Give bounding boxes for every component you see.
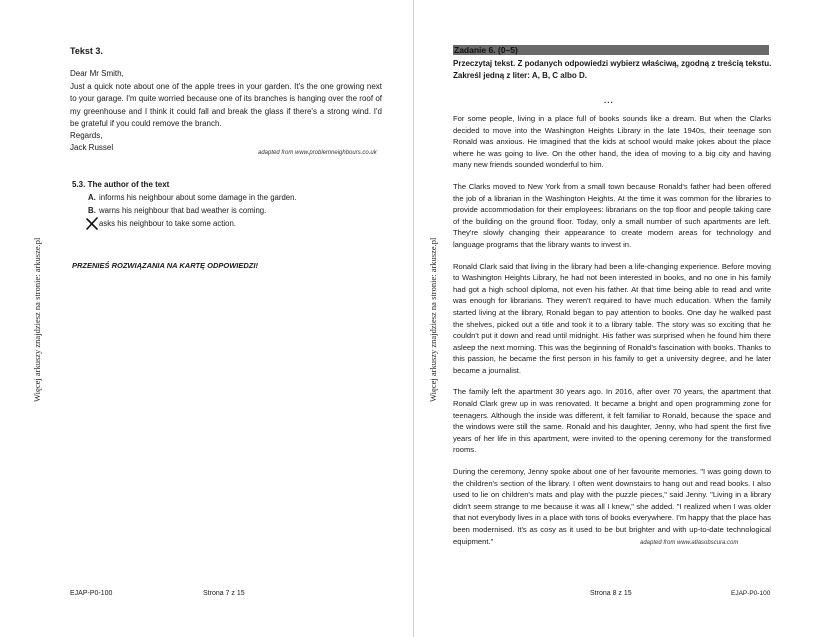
question-title: 5.3. The author of the text	[72, 180, 170, 189]
letter	[70, 68, 382, 154]
cross-mark-icon	[85, 217, 99, 231]
option-b-text: warns his neighbour that bad weather is coming.	[99, 205, 267, 215]
left-source: adapted from www.problemneighbours.co.uk	[258, 150, 377, 156]
left-footer-code: EJAP-P0-100	[70, 590, 113, 597]
side-note-right: Więcej arkuszy znajdziesz na stronie: arkusze.pl	[428, 237, 438, 402]
task-label-text: Zadanie 6. (0–5)	[454, 45, 518, 55]
letter-closing: Regards,	[70, 131, 103, 141]
answer-options	[88, 192, 297, 230]
separator-dots: ...	[604, 96, 614, 105]
task-label	[453, 45, 769, 55]
article-paragraph-2: The Clarks moved to New York from a small town because Ronald's father had been offered the job of a librarian in the Washington Heights. At the time it was common for the libraries to provide accommodation for their employees: librarians on the top floor and people taking care of the building on the ground floor. Today, only a small number of such apartments are left. They're slowly changing their appearance to create modern areas for technology and language programs that the library wants to invest in.	[453, 181, 771, 249]
article-paragraph-4: The family left the apartment 30 years ago. In 2016, after over 70 years, the apartment that Ronald Clark grew up in was renovated. It became a bright and open programming zone for teenagers. Although the inside was different, it felt familiar to Ronald, because the space and the windows were still the same. Ronald and his daughter, Jenny, who had spent the first five years of her life in this apartment, were invited to the opening ceremony for the transformed rooms.	[453, 387, 771, 455]
instruction-line-2: Zakreśl jedną z liter: A, B, C albo D.	[453, 70, 587, 80]
letter-greeting: Dear Mr Smith,	[70, 69, 124, 78]
article-paragraph-1: For some people, living in a place full of books sounds like a dream. But when the Clarks decided to move into the Washington Heights Library in the late 1940s, their teenage son Ronald was anxious. He imagined that the kids at school would make jokes about the place where he was going to live. On the other hand, the idea of moving to a big city and having many new friends sounded wonderful to him.	[453, 114, 771, 170]
side-note-left: Więcej arkuszy znajdziesz na stronie: arkusze.pl	[32, 237, 42, 402]
text-heading: Tekst 3.	[70, 46, 103, 56]
left-footer-page: Strona 7 z 15	[203, 590, 245, 597]
article-paragraph-3: Ronald Clark said that living in the library had been a life-changing experience. Before moving to Washington Heights Library, he had not been interested in books, and no one in his family had got a high school diploma, not even his father. At that time being able to read and write was enough for librarians. They weren't required to have much education. When the family started living at the library, Ronald began to pay attention to books. One day he walked past the shelves, picked out a title and took it to a library table. The story was so exciting that he couldn't put it down and read until midnight. His father was surprised when he found him there asleep the next morning. This was the beginning of Ronald's fascination with books. Thanks to this passion, he became the first person in his family to get a university degree, and he later became a journalist.	[453, 261, 771, 375]
option-a[interactable]	[88, 192, 297, 205]
option-b[interactable]	[88, 205, 297, 218]
right-source: adapted from www.atlasobscura.com	[640, 540, 739, 546]
option-c[interactable]	[88, 218, 297, 231]
option-a-text: informs his neighbour about some damage in the garden.	[99, 193, 297, 202]
article-paragraph-5: During the ceremony, Jenny spoke about one of her favourite memories. "I was going down to the children's section of the library. I often went downstairs to hang out and read books. I also used to lie on children's mats and play with the puzzle pieces," said Jenny. "Living in a library didn't seem strange to me because it was all I knew," she added. "I realized when I was older that not everybody lives in a place with tons of books everywhere. I'm happy that the place has been modernised. It's as cosy as it used to be but brighter and with up-to-date technological equipment."	[453, 467, 771, 546]
instructions	[453, 58, 783, 81]
letter-body: Just a quick note about one of the apple trees in your garden. It's the one growing next to your garage. I'm quite worried because one of its branches is hanging over the roof of my greenhouse and I think it could fall and break the glass if there's a strong wind. I'd be grateful if you could remove the branch.	[70, 82, 382, 128]
option-b-letter: B.	[88, 205, 96, 215]
transfer-note: PRZENIEŚ ROZWIĄZANIA NA KARTĘ ODPOWIEDZI!	[72, 261, 258, 270]
option-c-text: asks his neighbour to take some action.	[99, 218, 236, 228]
letter-signature: Jack Russel	[70, 143, 114, 153]
article	[453, 113, 771, 549]
right-footer-page: Strona 8 z 15	[590, 590, 632, 597]
right-footer-code: EJAP-P0-100	[731, 590, 771, 597]
option-a-letter: A.	[88, 193, 96, 202]
instruction-line-1: Przeczytaj tekst. Z podanych odpowiedzi wybierz właściwą, zgodną z treścią tekstu.	[453, 59, 772, 68]
